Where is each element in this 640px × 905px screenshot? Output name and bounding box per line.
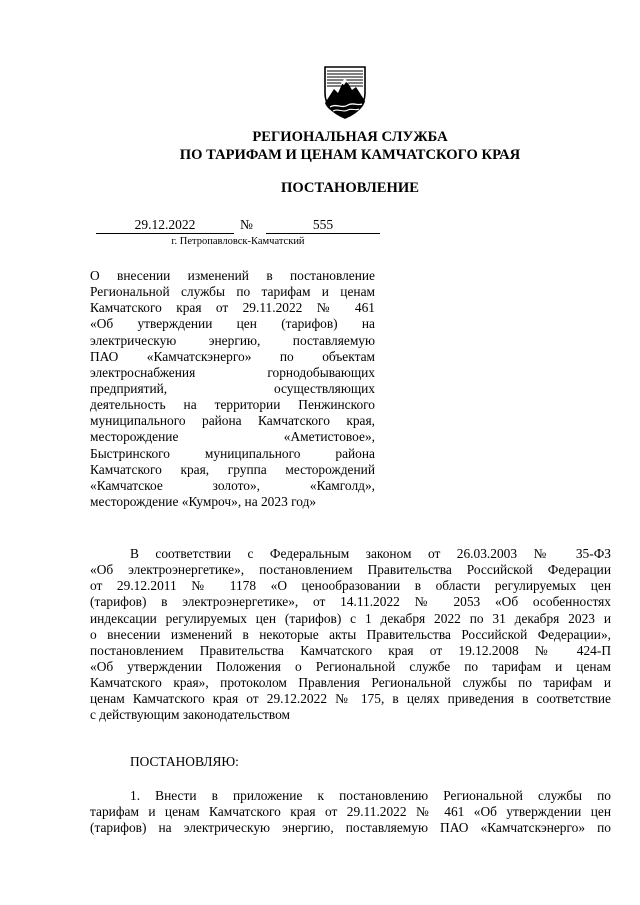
subject-line: муниципального района Камчатского края,: [90, 413, 375, 429]
subject-line: Камчатского края, группа месторождений: [90, 461, 375, 477]
subject-line: ПАО «Камчатскэнерго» по объектам: [90, 348, 375, 364]
paragraph-line: 1. Внести в приложение к постановлению Региональной службы по: [130, 788, 611, 803]
subject-line: «Камчатское золото», «Камголд»,: [90, 477, 375, 493]
subject-line: электрическую энергию, поставляемую: [90, 332, 375, 348]
preamble-paragraph: [90, 546, 611, 724]
paragraph-line: «Об электроэнергетике», постановлением Правительства Российской Федерации: [90, 562, 611, 578]
subject-line: «Об утверждении цен (тарифов) на: [90, 316, 375, 332]
city-name: г. Петропавловск-Камчатский: [171, 236, 305, 247]
paragraph-line: «Об утверждении Положения о Региональной службе по тарифам и ценам: [90, 658, 611, 674]
subject-line: Быстринского муниципального района: [90, 445, 375, 461]
paragraph-line: о внесении изменений в некоторые акты Правительства Российской Федерации»,: [90, 626, 611, 642]
document-number: 555: [266, 217, 380, 234]
paragraph-line: тарифам и ценам Камчатского края от 29.11.2022 № 461 «Об утверждении цен: [90, 804, 611, 820]
paragraph-line: (тарифов) в электроэнергетике», от 14.11.2022 № 2053 «Об особенностях: [90, 594, 611, 610]
subject-line: Региональной службы по тарифам и ценам: [90, 284, 375, 300]
paragraph-line: постановлением Правительства Камчатского края от 19.12.2008 № 424-П: [90, 642, 611, 658]
subject-line: О внесении изменений в постановление: [90, 268, 375, 283]
document-subject: [90, 268, 375, 510]
decree-word: ПОСТАНОВЛЯЮ:: [130, 754, 239, 769]
document-type-title: ПОСТАНОВЛЕНИЕ: [281, 180, 419, 196]
org-name-line2: ПО ТАРИФАМ И ЦЕНАМ КАМЧАТСКОГО КРАЯ: [179, 147, 521, 163]
subject-line: деятельность на территории Пенжинского: [90, 397, 375, 413]
paragraph-line: индексации регулируемых цен (тарифов) с 1 декабря 2022 по 31 декабря 2023 и: [90, 610, 611, 626]
paragraph-line: с действующим законодательством: [90, 707, 291, 723]
coat-of-arms-icon: [322, 63, 368, 119]
subject-line: месторождение «Аметистовое»,: [90, 429, 375, 445]
paragraph-line: В соответствии с Федеральным законом от 26.03.2003 № 35-ФЗ: [130, 546, 611, 561]
org-name-line1: РЕГИОНАЛЬНАЯ СЛУЖБА: [252, 129, 448, 145]
number-sign: №: [240, 217, 253, 232]
subject-line: электроснабжения горнодобывающих: [90, 364, 375, 380]
document-date: 29.12.2022: [96, 217, 234, 234]
subject-line: Камчатского края от 29.11.2022 № 461: [90, 300, 375, 316]
paragraph-line: от 29.12.2011 № 1178 «О ценообразовании в области регулируемых цен: [90, 578, 611, 594]
subject-line: месторождение «Кумроч», на 2023 год»: [90, 493, 317, 509]
paragraph-line: (тарифов) на электрическую энергию, поставляемую ПАО «Камчатскэнерго» по: [90, 820, 611, 836]
clause-1-paragraph: [90, 788, 611, 836]
paragraph-line: Камчатского края», протоколом Правления Региональной службы по тарифам и: [90, 675, 611, 691]
paragraph-line: ценам Камчатского края от 29.12.2022 № 175, в целях приведения в соответствие: [90, 691, 611, 707]
subject-line: предприятий, осуществляющих: [90, 380, 375, 396]
